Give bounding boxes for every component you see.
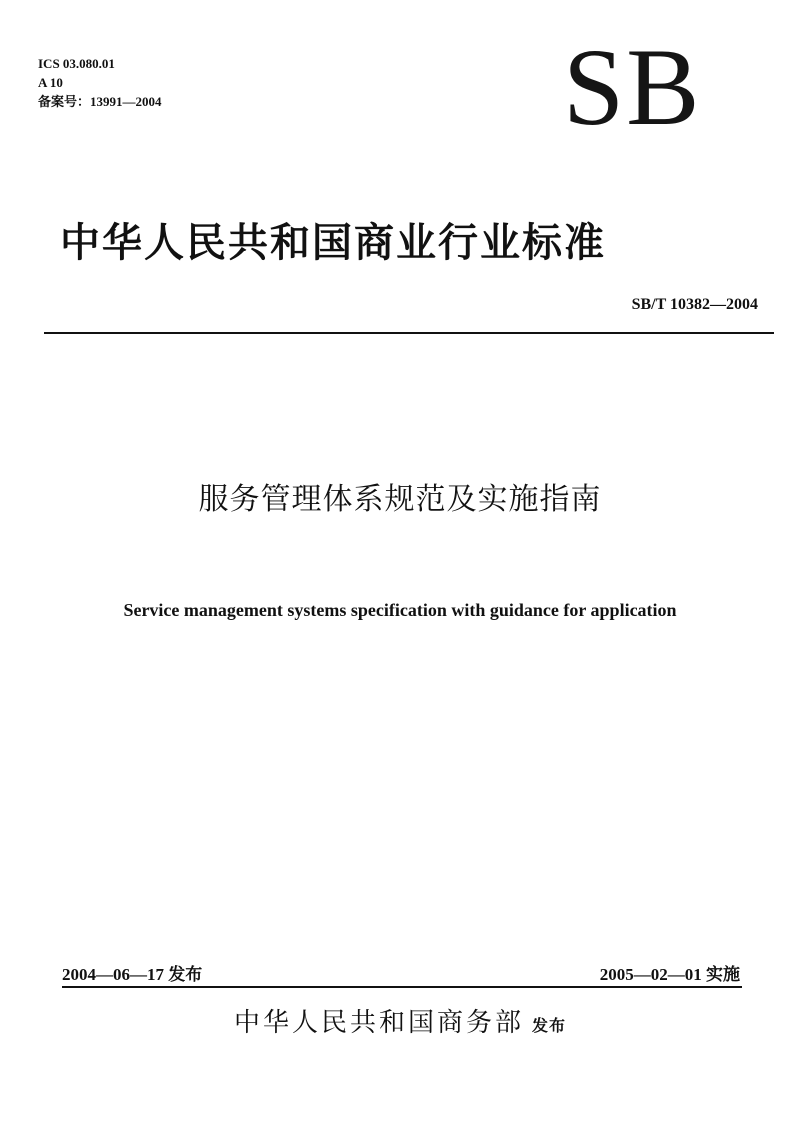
issuer-line [0, 1002, 800, 1039]
footer-divider [62, 986, 742, 988]
filing-number: 备案号：13991—2004 [38, 94, 162, 109]
issue-date: 2004—06—17 发布 [62, 965, 203, 984]
document-title-english: Service management systems specification with guidance for application [123, 600, 677, 620]
issuer-suffix: 发布 [532, 1016, 567, 1035]
ics-code: ICS 03.080.01 [38, 56, 115, 71]
ccs-code: A 10 [38, 75, 63, 90]
implementation-date: 2005—02—01 实施 [599, 965, 740, 984]
document-title-chinese: 服务管理体系规范及实施指南 [198, 482, 602, 517]
sb-logo: SB [563, 26, 702, 148]
standard-category-title: 中华人民共和国商业行业标准 [60, 220, 606, 266]
standard-number: SB/T 10382—2004 [631, 296, 758, 313]
header-divider [44, 332, 774, 334]
issuer-name: 中华人民共和国商务部 [233, 1008, 524, 1038]
classification-block [38, 54, 162, 111]
